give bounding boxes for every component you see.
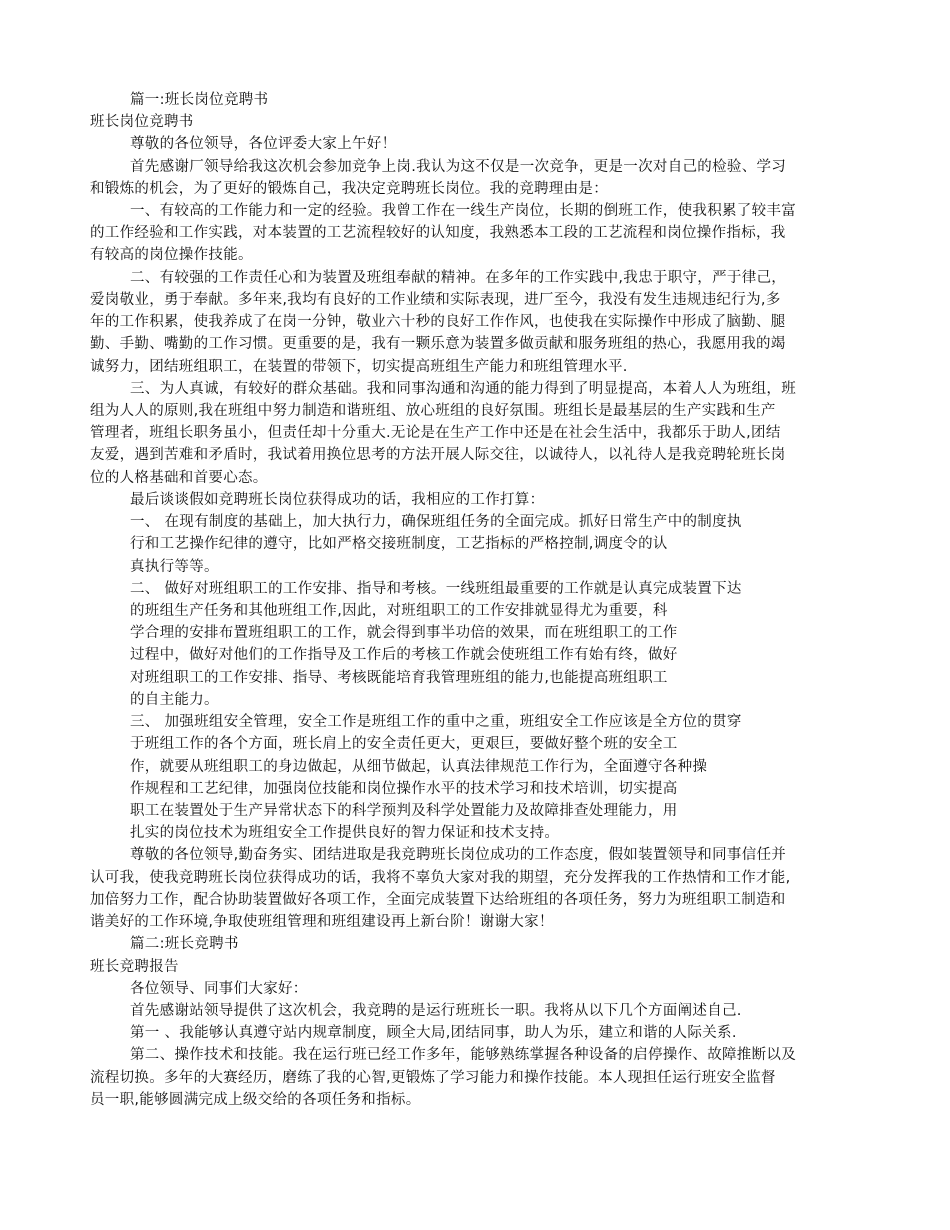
- paragraph-line: 首先感谢站领导提供了这次机会，我竞聘的是运行班班长一职。我将从以下几个方面阐述自己.: [130, 1003, 742, 1019]
- paragraph-line: 第一 、我能够认真遵守站内规章制度，顾全大局,团结同事，助人为乐，建立和谐的人际关系.: [130, 1025, 737, 1041]
- list-item-line: 的自主能力。: [130, 692, 219, 708]
- list-item-line: 真执行等等。: [130, 559, 219, 575]
- paragraph-line: 加倍努力工作，配合协助装置做好各项工作，全面完成装置下达给班组的各项任务，努力为班组职工制造和: [90, 892, 786, 908]
- paragraph-line: 流程切换。多年的大赛经历，磨练了我的心智,更锻炼了学习能力和操作技能。本人现担任运行班安全监督: [90, 1070, 776, 1086]
- document-title: 班长岗位竞聘书: [90, 114, 194, 130]
- section-heading: 篇二:班长竞聘书: [130, 936, 239, 952]
- paragraph-line: 有较高的岗位操作技能。: [90, 247, 253, 263]
- list-item-line: 三、 加强班组安全管理，安全工作是班组工作的重中之重，班组安全工作应该是全方位的贯穿: [130, 714, 742, 730]
- paragraph-line: 友爱，遇到苦难和矛盾时，我试着用换位思考的方法开展人际交往，以诚待人，以礼待人是我竞聘轮班长岗: [90, 447, 786, 463]
- list-item-line: 行和工艺操作纪律的遵守，比如严格交接班制度，工艺指标的严格控制,调度令的认: [130, 536, 668, 552]
- salutation: 尊敬的各位领导，各位评委大家上午好！: [130, 136, 397, 152]
- list-item-line: 过程中，做好对他们的工作指导及工作后的考核工作就会使班组工作有始有终，做好: [130, 647, 678, 663]
- paragraph-line: 一、有较高的工作能力和一定的经验。我曾工作在一线生产岗位，长期的倒班工作，使我积累了较丰富: [130, 203, 796, 219]
- salutation: 各位领导、同事们大家好：: [130, 981, 308, 997]
- document-title: 班长竞聘报告: [90, 959, 179, 975]
- paragraph-line: 和锻炼的机会，为了更好的锻炼自己，我决定竞聘班长岗位。我的竞聘理由是：: [90, 181, 608, 197]
- paragraph-line: 位的人格基础和首要心态。: [90, 470, 268, 486]
- list-item-line: 扎实的岗位技术为班组安全工作提供良好的智力保证和技术支持。: [130, 825, 560, 841]
- list-item-line: 作规程和工艺纪律，加强岗位技能和岗位操作水平的技术学习和技术培训，切实提高: [130, 781, 678, 797]
- paragraph-line: 诚努力，团结班组职工，在装置的带领下，切实提高班组生产能力和班组管理水平.: [90, 359, 628, 375]
- paragraph-line: 第二、操作技术和技能。我在运行班已经工作多年，能够熟练掌握各种设备的启停操作、故障推断以及: [130, 1047, 796, 1063]
- section-heading: 篇一:班长岗位竞聘书: [130, 92, 269, 108]
- paragraph-line: 尊敬的各位领导,勤奋务实、团结进取是我竞聘班长岗位成功的工作态度，假如装置领导和同事信任并: [130, 847, 787, 863]
- paragraph-line: 首先感谢厂领导给我这次机会参加竞争上岗.我认为这不仅是一次竞争，更是一次对自己的检验、学习: [130, 159, 787, 175]
- paragraph-line: 管理者，班组长职务虽小，但责任却十分重大.无论是在生产工作中还是在社会生活中，我都乐于助人,团结: [90, 425, 781, 441]
- list-item-line: 的班组生产任务和其他班组工作,因此，对班组职工的工作安排就显得尤为重要，科: [130, 603, 668, 619]
- paragraph-line: 谐美好的工作环境,争取使班组管理和班组建设再上新台阶！谢谢大家！: [90, 914, 554, 930]
- list-item-line: 二、 做好对班组职工的工作安排、指导和考核。一线班组最重要的工作就是认真完成装置下达: [130, 581, 742, 597]
- list-item-line: 一、 在现有制度的基础上，加大执行力，确保班组任务的全面完成。抓好日常生产中的制度执: [130, 514, 742, 530]
- paragraph-line: 认可我，使我竞聘班长岗位获得成功的话，我将不辜负大家对我的期望，充分发挥我的工作热情和工作才能,: [90, 870, 791, 886]
- paragraph-line: 的工作经验和工作实践，对本装置的工艺流程较好的认知度，我熟悉本工段的工艺流程和岗位操作指标，我: [90, 225, 786, 241]
- list-item-line: 于班组工作的各个方面，班长肩上的安全责任更大，更艰巨，要做好整个班的安全工: [130, 736, 678, 752]
- paragraph-line: 最后谈谈假如竞聘班长岗位获得成功的话，我相应的工作打算：: [130, 492, 545, 508]
- list-item-line: 学合理的安排布置班组职工的工作，就会得到事半功倍的效果，而在班组职工的工作: [130, 625, 678, 641]
- paragraph-line: 年的工作积累，使我养成了在岗一分钟，敬业六十秒的良好工作作风，也使我在实际操作中形成了脑勤、腿: [90, 314, 786, 330]
- paragraph-line: 三、为人真诚，有较好的群众基础。我和同事沟通和沟通的能力得到了明显提高，本着人人为班组，班: [130, 381, 796, 397]
- paragraph-line: 勤、手勤、嘴勤的工作习惯。更重要的是，我有一颗乐意为装置多做贡献和服务班组的热心，我愿用我的竭: [90, 336, 786, 352]
- list-item-line: 对班组职工的工作安排、指导、考核既能培育我管理班组的能力,也能提高班组职工: [130, 670, 668, 686]
- paragraph-line: 组为人人的原则,我在班组中努力制造和谐班组、放心班组的良好氛围。班组长是最基层的生产实践和生产: [90, 403, 776, 419]
- paragraph-line: 员一职,能够圆满完成上级交给的各项任务和指标。: [90, 1092, 421, 1108]
- paragraph-line: 二、有较强的工作责任心和为装置及班组奉献的精神。在多年的工作实践中,我忠于职守，严于律己，: [130, 270, 787, 286]
- list-item-line: 作，就要从班组职工的身边做起，从细节做起，认真法律规范工作行为，全面遵守各种操: [130, 759, 708, 775]
- list-item-line: 职工在装置处于生产异常状态下的科学预判及科学处置能力及故障排查处理能力，用: [130, 803, 678, 819]
- paragraph-line: 爱岗敬业，勇于奉献。多年来,我均有良好的工作业绩和实际表现，进厂至今，我没有发生违规违纪行为,多: [90, 292, 781, 308]
